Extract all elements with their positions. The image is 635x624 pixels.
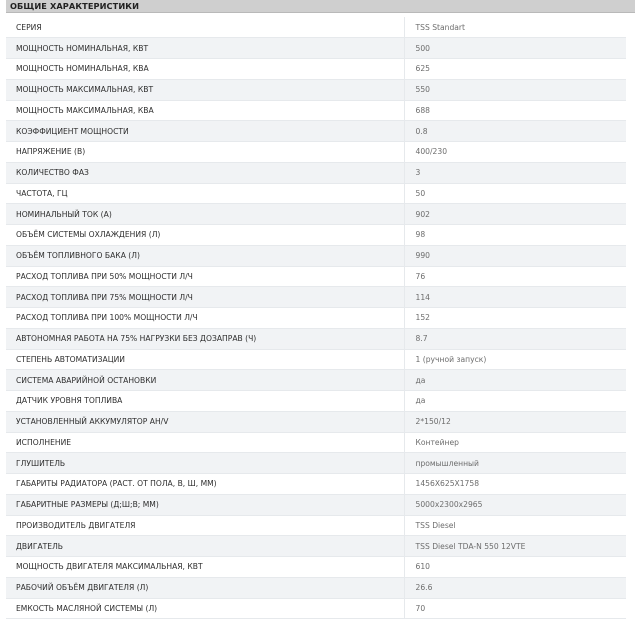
spec-label: УСТАНОВЛЕННЫЙ АККУМУЛЯТОР АН/V bbox=[6, 411, 404, 432]
spec-row bbox=[6, 536, 626, 557]
spec-label: НАПРЯЖЕНИЕ (В) bbox=[6, 142, 404, 163]
spec-row bbox=[6, 370, 626, 391]
spec-label: ГЛУШИТЕЛЬ bbox=[6, 453, 404, 474]
spec-row bbox=[6, 515, 626, 536]
spec-label: ЧАСТОТА, ГЦ bbox=[6, 183, 404, 204]
spec-label: ГАБАРИТЫ РАДИАТОРА (РАСТ. ОТ ПОЛА, В, Ш, ММ) bbox=[6, 474, 404, 495]
spec-label: ГАБАРИТНЫЕ РАЗМЕРЫ (Д;Ш;В; ММ) bbox=[6, 494, 404, 515]
section-header bbox=[6, 0, 635, 13]
spec-label: ИСПОЛНЕНИЕ bbox=[6, 432, 404, 453]
spec-label: ЕМКОСТЬ МАСЛЯНОЙ СИСТЕМЫ (Л) bbox=[6, 598, 404, 619]
spec-row bbox=[6, 598, 626, 619]
spec-row bbox=[6, 494, 626, 515]
spec-label: РАСХОД ТОПЛИВА ПРИ 75% МОЩНОСТИ Л/Ч bbox=[6, 287, 404, 308]
spec-row bbox=[6, 183, 626, 204]
spec-value: TSS Standart bbox=[404, 17, 626, 38]
spec-value: промышленный bbox=[404, 453, 626, 474]
spec-label: РАСХОД ТОПЛИВА ПРИ 50% МОЩНОСТИ Л/Ч bbox=[6, 266, 404, 287]
spec-row bbox=[6, 308, 626, 329]
spec-value: 152 bbox=[404, 308, 626, 329]
spec-value: 26.6 bbox=[404, 577, 626, 598]
spec-row bbox=[6, 557, 626, 578]
spec-value: 3 bbox=[404, 162, 626, 183]
spec-row bbox=[6, 432, 626, 453]
spec-value: да bbox=[404, 370, 626, 391]
spec-label: МОЩНОСТЬ МАКСИМАЛЬНАЯ, КВТ bbox=[6, 79, 404, 100]
spec-row bbox=[6, 287, 626, 308]
spec-row bbox=[6, 349, 626, 370]
spec-label: МОЩНОСТЬ ДВИГАТЕЛЯ МАКСИМАЛЬНАЯ, КВТ bbox=[6, 557, 404, 578]
spec-label: МОЩНОСТЬ МАКСИМАЛЬНАЯ, КВА bbox=[6, 100, 404, 121]
spec-label: РАБОЧИЙ ОБЪЁМ ДВИГАТЕЛЯ (Л) bbox=[6, 577, 404, 598]
spec-value: 400/230 bbox=[404, 142, 626, 163]
spec-row bbox=[6, 17, 626, 38]
spec-value: 688 bbox=[404, 100, 626, 121]
spec-value: 500 bbox=[404, 38, 626, 59]
spec-value: 1 (ручной запуск) bbox=[404, 349, 626, 370]
spec-label: ДВИГАТЕЛЬ bbox=[6, 536, 404, 557]
spec-label: СТЕПЕНЬ АВТОМАТИЗАЦИИ bbox=[6, 349, 404, 370]
spec-label: СИСТЕМА АВАРИЙНОЙ ОСТАНОВКИ bbox=[6, 370, 404, 391]
spec-value: Контейнер bbox=[404, 432, 626, 453]
spec-row bbox=[6, 162, 626, 183]
spec-label: СЕРИЯ bbox=[6, 17, 404, 38]
spec-row bbox=[6, 79, 626, 100]
spec-row bbox=[6, 59, 626, 80]
spec-value: 114 bbox=[404, 287, 626, 308]
spec-label: АВТОНОМНАЯ РАБОТА НА 75% НАГРУЗКИ БЕЗ ДОЗАПРАВ (Ч) bbox=[6, 328, 404, 349]
spec-value: 70 bbox=[404, 598, 626, 619]
spec-label: ДАТЧИК УРОВНЯ ТОПЛИВА bbox=[6, 391, 404, 412]
spec-value: 98 bbox=[404, 225, 626, 246]
specs-table bbox=[6, 17, 626, 619]
spec-value: 5000х2300х2965 bbox=[404, 494, 626, 515]
spec-row bbox=[6, 38, 626, 59]
spec-value: 902 bbox=[404, 204, 626, 225]
spec-row bbox=[6, 474, 626, 495]
spec-value: 1456Х625Х1758 bbox=[404, 474, 626, 495]
spec-label: КОЛИЧЕСТВО ФАЗ bbox=[6, 162, 404, 183]
spec-row bbox=[6, 142, 626, 163]
spec-label: КОЭФФИЦИЕНТ МОЩНОСТИ bbox=[6, 121, 404, 142]
spec-value: TSS Diesel bbox=[404, 515, 626, 536]
spec-row bbox=[6, 245, 626, 266]
spec-value: 0.8 bbox=[404, 121, 626, 142]
spec-label: МОЩНОСТЬ НОМИНАЛЬНАЯ, КВА bbox=[6, 59, 404, 80]
spec-row bbox=[6, 100, 626, 121]
specs-panel bbox=[6, 0, 635, 624]
spec-row bbox=[6, 411, 626, 432]
spec-value: 990 bbox=[404, 245, 626, 266]
spec-row bbox=[6, 121, 626, 142]
spec-row bbox=[6, 391, 626, 412]
spec-value: TSS Diesel TDA-N 550 12VTE bbox=[404, 536, 626, 557]
spec-value: 76 bbox=[404, 266, 626, 287]
spec-value: 610 bbox=[404, 557, 626, 578]
spec-label: ОБЪЁМ ТОПЛИВНОГО БАКА (Л) bbox=[6, 245, 404, 266]
spec-value: 50 bbox=[404, 183, 626, 204]
spec-value: 8.7 bbox=[404, 328, 626, 349]
spec-row bbox=[6, 266, 626, 287]
spec-row bbox=[6, 453, 626, 474]
specs-table-body bbox=[6, 17, 626, 619]
spec-value: 550 bbox=[404, 79, 626, 100]
section-title: ОБЩИЕ ХАРАКТЕРИСТИКИ bbox=[10, 1, 140, 11]
spec-label: ПРОИЗВОДИТЕЛЬ ДВИГАТЕЛЯ bbox=[6, 515, 404, 536]
spec-value: 2*150/12 bbox=[404, 411, 626, 432]
spec-row bbox=[6, 225, 626, 246]
spec-row bbox=[6, 204, 626, 225]
spec-label: РАСХОД ТОПЛИВА ПРИ 100% МОЩНОСТИ Л/Ч bbox=[6, 308, 404, 329]
spec-label: ОБЪЁМ СИСТЕМЫ ОХЛАЖДЕНИЯ (Л) bbox=[6, 225, 404, 246]
spec-row bbox=[6, 328, 626, 349]
spec-value: 625 bbox=[404, 59, 626, 80]
spec-value: да bbox=[404, 391, 626, 412]
spec-row bbox=[6, 577, 626, 598]
spec-label: НОМИНАЛЬНЫЙ ТОК (А) bbox=[6, 204, 404, 225]
spec-label: МОЩНОСТЬ НОМИНАЛЬНАЯ, КВТ bbox=[6, 38, 404, 59]
